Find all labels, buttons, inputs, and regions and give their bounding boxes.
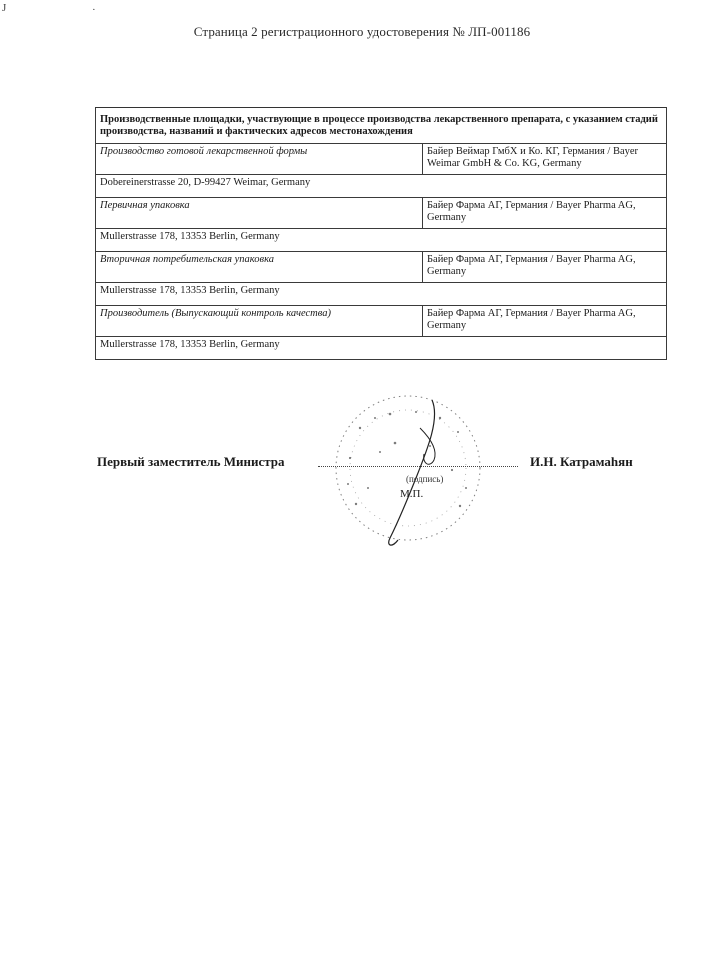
table-row xyxy=(96,306,667,337)
site-address: Mullerstrasse 178, 13353 Berlin, Germany xyxy=(96,283,667,306)
signer-name: И.Н. Катрамаһян xyxy=(530,454,633,469)
official-seal-stamp xyxy=(320,388,510,558)
production-sites-table xyxy=(95,107,667,360)
stage-name: Вторичная потребительская упаковка xyxy=(96,252,423,283)
table-row xyxy=(96,283,667,306)
site-address: Dobereinerstrasse 20, D-99427 Weimar, Germany xyxy=(96,175,667,198)
scan-mark: J xyxy=(2,2,7,14)
company-name: Байер Веймар ГмбХ и Ко. КГ, Германия / Bayer Weimar GmbH & Co. KG, Germany xyxy=(423,144,667,175)
stage-name: Первичная упаковка xyxy=(96,198,423,229)
table-row xyxy=(96,175,667,198)
table-row xyxy=(96,252,667,283)
signature-caption: (подпись) xyxy=(406,474,444,484)
stage-name: Производитель (Выпускающий контроль качества) xyxy=(96,306,423,337)
company-name: Байер Фарма АГ, Германия / Bayer Pharma AG, Germany xyxy=(423,306,667,337)
site-address: Mullerstrasse 178, 13353 Berlin, Germany xyxy=(96,229,667,252)
signer-title: Первый заместитель Министра xyxy=(97,454,285,469)
table-row xyxy=(96,229,667,252)
table-row xyxy=(96,144,667,175)
scan-mark: · xyxy=(92,4,96,16)
stage-name: Производство готовой лекарственной формы xyxy=(96,144,423,175)
seal-place-label: М.П. xyxy=(400,488,424,500)
page-title: Страница 2 регистрационного удостоверения № ЛП-001186 xyxy=(193,24,531,39)
site-address: Mullerstrasse 178, 13353 Berlin, Germany xyxy=(96,337,667,360)
table-row xyxy=(96,337,667,360)
table-row xyxy=(96,198,667,229)
company-name: Байер Фарма АГ, Германия / Bayer Pharma AG, Germany xyxy=(423,252,667,283)
signature-line xyxy=(318,466,518,467)
table-heading: Производственные площадки, участвующие в процессе производства лекарственного препарата, с указанием стадий производства, названий и фактических адресов местонахождения xyxy=(96,108,667,144)
handwritten-signature-stroke xyxy=(389,400,435,545)
company-name: Байер Фарма АГ, Германия / Bayer Pharma AG, Germany xyxy=(423,198,667,229)
